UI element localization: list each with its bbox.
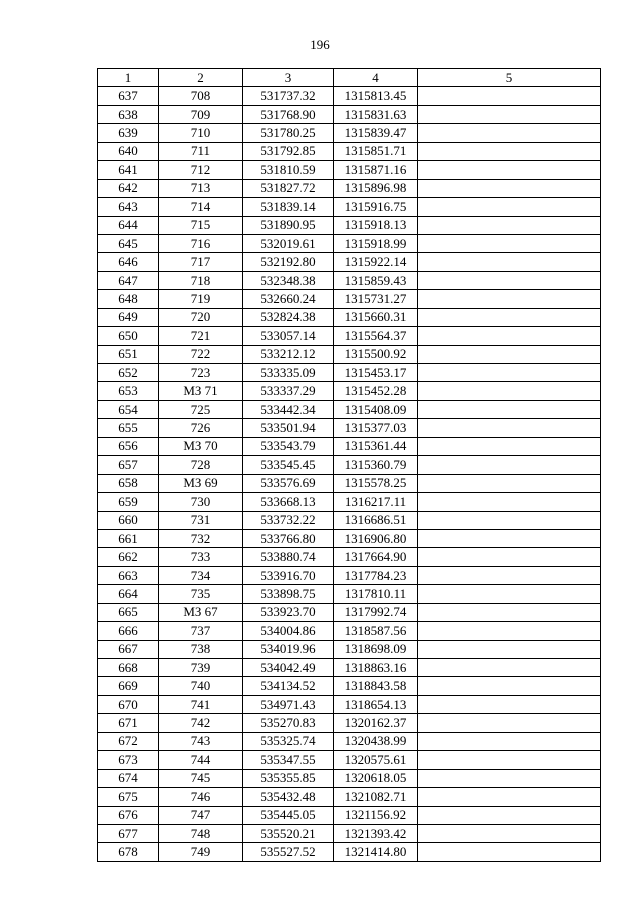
- table-cell: [418, 327, 601, 345]
- table-cell: [418, 161, 601, 179]
- table-cell: 1320618.05: [334, 769, 418, 787]
- table-cell: 740: [159, 677, 243, 695]
- table-cell: 645: [98, 234, 159, 252]
- table-cell: 1320438.99: [334, 732, 418, 750]
- table-cell: 533576.69: [243, 474, 334, 492]
- table-row: [98, 308, 601, 326]
- table-cell: 533335.09: [243, 364, 334, 382]
- table-cell: МЗ 69: [159, 474, 243, 492]
- table-cell: [418, 308, 601, 326]
- table-row: [98, 622, 601, 640]
- table-cell: [418, 806, 601, 824]
- column-header: 2: [159, 69, 243, 87]
- table-cell: 1321414.80: [334, 843, 418, 861]
- table-cell: 533916.70: [243, 566, 334, 584]
- coordinates-table: [97, 68, 601, 862]
- table-cell: 725: [159, 400, 243, 418]
- table-cell: 1315660.31: [334, 308, 418, 326]
- table-cell: 672: [98, 732, 159, 750]
- table-cell: 1318654.13: [334, 695, 418, 713]
- table-row: [98, 437, 601, 455]
- table-cell: 1315922.14: [334, 253, 418, 271]
- table-row: [98, 87, 601, 105]
- table-row: [98, 253, 601, 271]
- table-row: [98, 824, 601, 842]
- table-cell: 533898.75: [243, 585, 334, 603]
- table-cell: 734: [159, 566, 243, 584]
- table-row: [98, 161, 601, 179]
- table-cell: 650: [98, 327, 159, 345]
- table-cell: 1316217.11: [334, 493, 418, 511]
- table-cell: 667: [98, 640, 159, 658]
- table-cell: 1315564.37: [334, 327, 418, 345]
- table-cell: 533543.79: [243, 437, 334, 455]
- table-cell: 1315851.71: [334, 142, 418, 160]
- table-row: [98, 456, 601, 474]
- table-cell: 746: [159, 788, 243, 806]
- table-row: [98, 806, 601, 824]
- table-cell: [418, 788, 601, 806]
- table-row: [98, 659, 601, 677]
- table-row: [98, 124, 601, 142]
- table-cell: 708: [159, 87, 243, 105]
- table-cell: 1315871.16: [334, 161, 418, 179]
- table-row: [98, 585, 601, 603]
- table-row: [98, 493, 601, 511]
- table-cell: 535355.85: [243, 769, 334, 787]
- table-cell: 712: [159, 161, 243, 179]
- table-cell: [418, 474, 601, 492]
- table-cell: 1315839.47: [334, 124, 418, 142]
- table-cell: 742: [159, 714, 243, 732]
- table-cell: 639: [98, 124, 159, 142]
- table-cell: 534971.43: [243, 695, 334, 713]
- table-cell: 532824.38: [243, 308, 334, 326]
- page-number: 196: [310, 37, 330, 52]
- table-cell: 652: [98, 364, 159, 382]
- table-cell: 534042.49: [243, 659, 334, 677]
- column-header: 4: [334, 69, 418, 87]
- table-cell: 1315500.92: [334, 345, 418, 363]
- table-cell: 749: [159, 843, 243, 861]
- table-cell: 1321082.71: [334, 788, 418, 806]
- table-cell: 661: [98, 529, 159, 547]
- table-cell: 674: [98, 769, 159, 787]
- table-row: [98, 474, 601, 492]
- table-cell: [418, 382, 601, 400]
- table-row: [98, 271, 601, 289]
- table-cell: [418, 566, 601, 584]
- table-cell: [418, 677, 601, 695]
- table-cell: 533337.29: [243, 382, 334, 400]
- table-cell: [418, 695, 601, 713]
- table-row: [98, 105, 601, 123]
- table-cell: 533057.14: [243, 327, 334, 345]
- table-cell: 641: [98, 161, 159, 179]
- column-header: 5: [418, 69, 601, 87]
- table-cell: [418, 640, 601, 658]
- table-cell: 1315360.79: [334, 456, 418, 474]
- table-cell: 535527.52: [243, 843, 334, 861]
- table-row: [98, 677, 601, 695]
- table-cell: 1316906.80: [334, 529, 418, 547]
- table-cell: 644: [98, 216, 159, 234]
- table-cell: 1317810.11: [334, 585, 418, 603]
- table-cell: 716: [159, 234, 243, 252]
- table-cell: 1317784.23: [334, 566, 418, 584]
- table-cell: 1315831.63: [334, 105, 418, 123]
- table-row: [98, 640, 601, 658]
- table-row: [98, 290, 601, 308]
- table-row: [98, 548, 601, 566]
- table-cell: 1318587.56: [334, 622, 418, 640]
- table-cell: 534004.86: [243, 622, 334, 640]
- table-cell: 535432.48: [243, 788, 334, 806]
- table-cell: 669: [98, 677, 159, 695]
- table-cell: [418, 179, 601, 197]
- table-cell: 533732.22: [243, 511, 334, 529]
- table-cell: 534019.96: [243, 640, 334, 658]
- table-row: [98, 788, 601, 806]
- table-row: [98, 400, 601, 418]
- table-cell: 715: [159, 216, 243, 234]
- table-cell: 723: [159, 364, 243, 382]
- table-cell: 739: [159, 659, 243, 677]
- table-cell: 531827.72: [243, 179, 334, 197]
- table-cell: 738: [159, 640, 243, 658]
- table-header-row: [98, 69, 601, 87]
- table-cell: 747: [159, 806, 243, 824]
- table-cell: [418, 419, 601, 437]
- table-cell: 678: [98, 843, 159, 861]
- column-header: 3: [243, 69, 334, 87]
- table-cell: [418, 105, 601, 123]
- table-cell: 1318843.58: [334, 677, 418, 695]
- table-cell: 533923.70: [243, 603, 334, 621]
- table-cell: 670: [98, 695, 159, 713]
- table-cell: [418, 548, 601, 566]
- table-cell: 745: [159, 769, 243, 787]
- table-row: [98, 345, 601, 363]
- table-cell: 1317992.74: [334, 603, 418, 621]
- table-row: [98, 843, 601, 861]
- table-cell: 719: [159, 290, 243, 308]
- table-cell: 533501.94: [243, 419, 334, 437]
- table-cell: [418, 216, 601, 234]
- table-row: [98, 603, 601, 621]
- table-cell: [418, 585, 601, 603]
- table-cell: 533545.45: [243, 456, 334, 474]
- table-cell: 737: [159, 622, 243, 640]
- table-cell: [418, 843, 601, 861]
- table-row: [98, 511, 601, 529]
- table-cell: 663: [98, 566, 159, 584]
- table-row: [98, 382, 601, 400]
- table-row: [98, 198, 601, 216]
- table-cell: [418, 198, 601, 216]
- table-cell: 654: [98, 400, 159, 418]
- table-cell: [418, 290, 601, 308]
- table-cell: 1315918.99: [334, 234, 418, 252]
- table-cell: [418, 124, 601, 142]
- table-row: [98, 364, 601, 382]
- table-row: [98, 327, 601, 345]
- table-cell: 658: [98, 474, 159, 492]
- table-cell: 709: [159, 105, 243, 123]
- table-cell: 1315731.27: [334, 290, 418, 308]
- table-cell: 533880.74: [243, 548, 334, 566]
- table-row: [98, 216, 601, 234]
- table-cell: 535520.21: [243, 824, 334, 842]
- table-cell: 532348.38: [243, 271, 334, 289]
- table-cell: МЗ 71: [159, 382, 243, 400]
- table-cell: 660: [98, 511, 159, 529]
- table-cell: 531737.32: [243, 87, 334, 105]
- table-cell: [418, 142, 601, 160]
- table-cell: 717: [159, 253, 243, 271]
- table-row: [98, 695, 601, 713]
- table-cell: 676: [98, 806, 159, 824]
- table-cell: 1315859.43: [334, 271, 418, 289]
- table-cell: 662: [98, 548, 159, 566]
- table-cell: 722: [159, 345, 243, 363]
- table-cell: [418, 603, 601, 621]
- table-cell: 713: [159, 179, 243, 197]
- table-cell: 648: [98, 290, 159, 308]
- table-cell: 532192.80: [243, 253, 334, 271]
- table-cell: 531768.90: [243, 105, 334, 123]
- table-body: [98, 87, 601, 861]
- table-cell: 643: [98, 198, 159, 216]
- table-cell: [418, 493, 601, 511]
- table-cell: 726: [159, 419, 243, 437]
- table-cell: 647: [98, 271, 159, 289]
- table-cell: 534134.52: [243, 677, 334, 695]
- table-cell: [418, 769, 601, 787]
- table-cell: 1315452.28: [334, 382, 418, 400]
- table-cell: МЗ 67: [159, 603, 243, 621]
- table-row: [98, 769, 601, 787]
- table-cell: 666: [98, 622, 159, 640]
- table-row: [98, 566, 601, 584]
- table-cell: 748: [159, 824, 243, 842]
- table-cell: 533668.13: [243, 493, 334, 511]
- table-cell: 1315377.03: [334, 419, 418, 437]
- table-cell: 718: [159, 271, 243, 289]
- table-cell: 659: [98, 493, 159, 511]
- table-cell: [418, 751, 601, 769]
- table-cell: 733: [159, 548, 243, 566]
- table-row: [98, 751, 601, 769]
- table-cell: 535325.74: [243, 732, 334, 750]
- table-cell: [418, 529, 601, 547]
- table-cell: 637: [98, 87, 159, 105]
- table-cell: [418, 234, 601, 252]
- table-cell: 665: [98, 603, 159, 621]
- table-cell: 1320162.37: [334, 714, 418, 732]
- table-cell: МЗ 70: [159, 437, 243, 455]
- table-cell: 532019.61: [243, 234, 334, 252]
- table-cell: 731: [159, 511, 243, 529]
- table-cell: 1315578.25: [334, 474, 418, 492]
- table-cell: 651: [98, 345, 159, 363]
- table-row: [98, 732, 601, 750]
- table-cell: 533766.80: [243, 529, 334, 547]
- table-cell: 664: [98, 585, 159, 603]
- table-cell: 1315453.17: [334, 364, 418, 382]
- table-cell: 535347.55: [243, 751, 334, 769]
- table-cell: [418, 511, 601, 529]
- table-row: [98, 419, 601, 437]
- table-cell: 531792.85: [243, 142, 334, 160]
- table-cell: 720: [159, 308, 243, 326]
- table-cell: 677: [98, 824, 159, 842]
- table-cell: 1315896.98: [334, 179, 418, 197]
- table-cell: 1321156.92: [334, 806, 418, 824]
- table-cell: [418, 622, 601, 640]
- table-cell: 535270.83: [243, 714, 334, 732]
- table-cell: [418, 271, 601, 289]
- table-cell: 533442.34: [243, 400, 334, 418]
- table-cell: [418, 659, 601, 677]
- table-cell: 1316686.51: [334, 511, 418, 529]
- table-cell: [418, 364, 601, 382]
- table-cell: 671: [98, 714, 159, 732]
- table-cell: 531780.25: [243, 124, 334, 142]
- table-cell: 673: [98, 751, 159, 769]
- table-cell: 655: [98, 419, 159, 437]
- table-cell: 1315918.13: [334, 216, 418, 234]
- table-cell: 741: [159, 695, 243, 713]
- table-cell: 1321393.42: [334, 824, 418, 842]
- table-cell: [418, 824, 601, 842]
- table-cell: 533212.12: [243, 345, 334, 363]
- table-cell: 535445.05: [243, 806, 334, 824]
- table-cell: 732: [159, 529, 243, 547]
- table-cell: 532660.24: [243, 290, 334, 308]
- table-cell: 711: [159, 142, 243, 160]
- table-cell: 721: [159, 327, 243, 345]
- table-cell: 743: [159, 732, 243, 750]
- table-cell: 710: [159, 124, 243, 142]
- table-row: [98, 714, 601, 732]
- table-cell: 675: [98, 788, 159, 806]
- table-cell: 1315361.44: [334, 437, 418, 455]
- table-row: [98, 529, 601, 547]
- table-cell: 646: [98, 253, 159, 271]
- table-cell: 531810.59: [243, 161, 334, 179]
- table-cell: 730: [159, 493, 243, 511]
- table-cell: 714: [159, 198, 243, 216]
- column-header: 1: [98, 69, 159, 87]
- table-cell: 1320575.61: [334, 751, 418, 769]
- table-cell: 642: [98, 179, 159, 197]
- table-cell: 657: [98, 456, 159, 474]
- table-cell: 640: [98, 142, 159, 160]
- table-cell: [418, 456, 601, 474]
- table-cell: 1318863.16: [334, 659, 418, 677]
- table-cell: 1315408.09: [334, 400, 418, 418]
- table-cell: 1315813.45: [334, 87, 418, 105]
- table-cell: 728: [159, 456, 243, 474]
- table-cell: 656: [98, 437, 159, 455]
- table-cell: [418, 400, 601, 418]
- table-cell: 649: [98, 308, 159, 326]
- table-cell: [418, 732, 601, 750]
- table-cell: 735: [159, 585, 243, 603]
- table-cell: 531890.95: [243, 216, 334, 234]
- table-cell: [418, 253, 601, 271]
- table-cell: 638: [98, 105, 159, 123]
- table-cell: 531839.14: [243, 198, 334, 216]
- table-cell: [418, 437, 601, 455]
- table-cell: [418, 714, 601, 732]
- table-cell: 668: [98, 659, 159, 677]
- table-cell: 1318698.09: [334, 640, 418, 658]
- table-row: [98, 142, 601, 160]
- table-cell: [418, 345, 601, 363]
- table-cell: 653: [98, 382, 159, 400]
- table-cell: 744: [159, 751, 243, 769]
- table-cell: 1315916.75: [334, 198, 418, 216]
- table-cell: [418, 87, 601, 105]
- table-cell: 1317664.90: [334, 548, 418, 566]
- table-row: [98, 234, 601, 252]
- table-row: [98, 179, 601, 197]
